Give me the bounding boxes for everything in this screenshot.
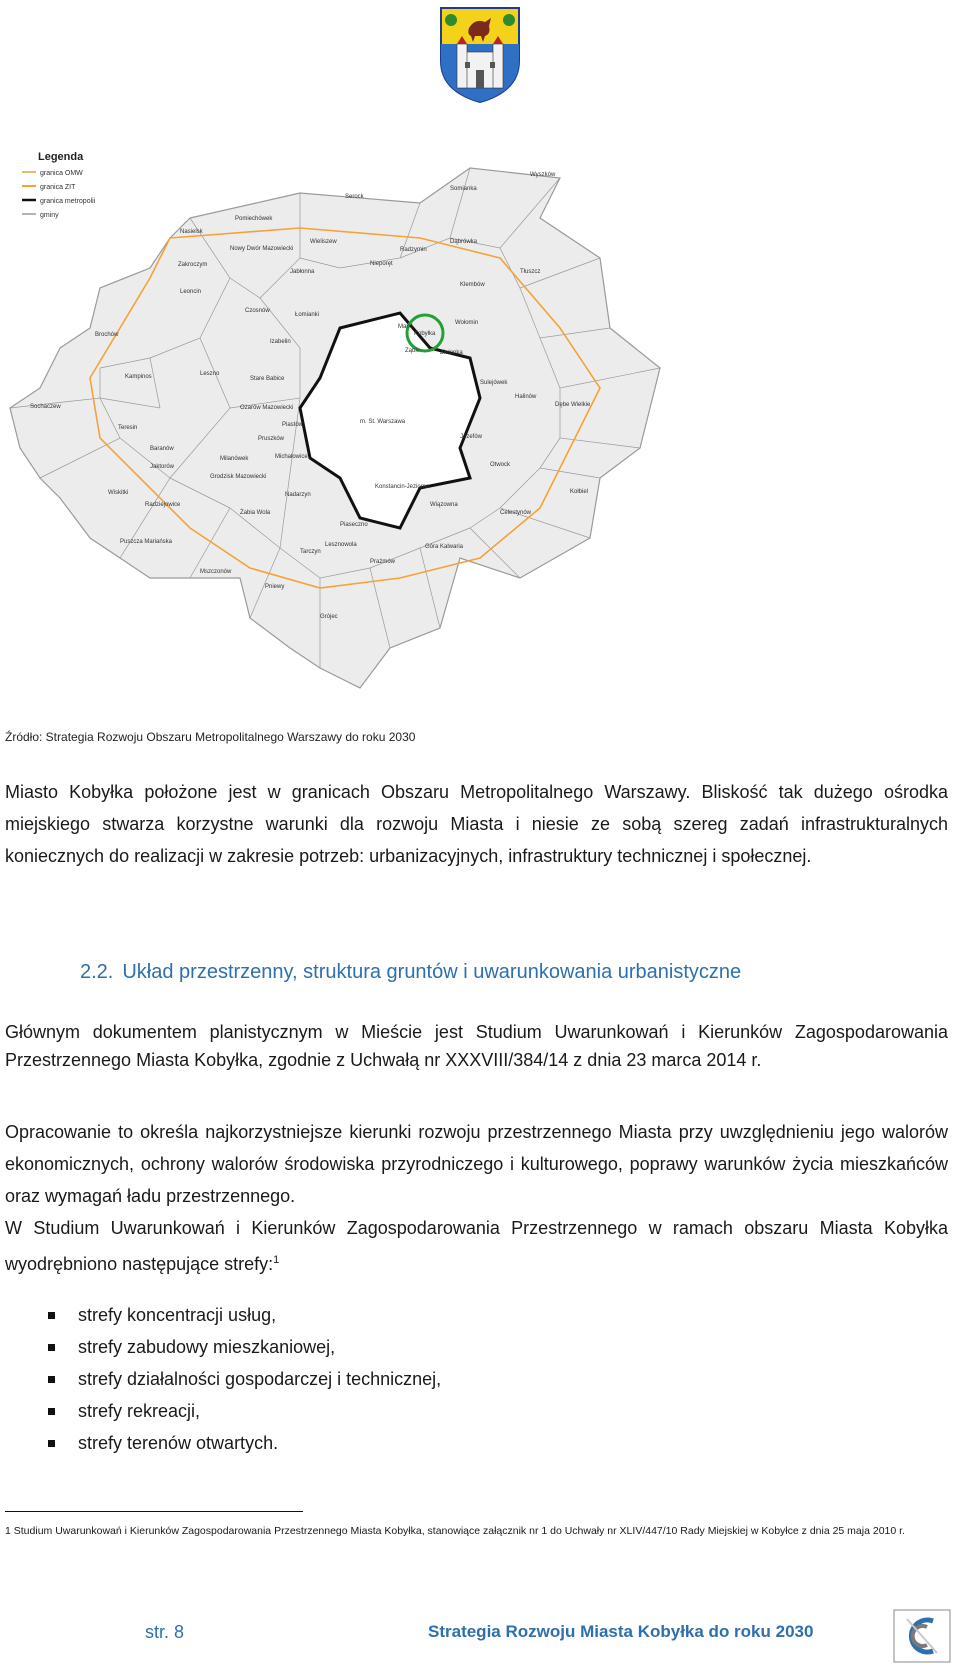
legend-item: gminy [40, 212, 59, 219]
municipality-label: Wiskitki [108, 490, 129, 496]
municipality-label: Piastów [282, 422, 304, 428]
municipality-label: Baranów [150, 446, 174, 452]
municipality-label: Radziejowice [145, 502, 181, 508]
section-title: Układ przestrzenny, struktura gruntów i uwarunkowania urbanistyczne [122, 961, 742, 983]
bullet-icon [48, 1376, 55, 1383]
municipality-label: Otwock [490, 462, 511, 468]
municipality-label: Wieliszew [310, 239, 337, 245]
municipality-label: Żabia Wola [240, 510, 271, 516]
warsaw-label: m. St. Warszawa [360, 419, 406, 425]
municipality-label: Tłuszcz [520, 269, 541, 275]
paragraph-purpose: Opracowanie to określa najkorzystniejsze kierunki rozwoju przestrzennego Miasta przy uwzględnieniu jego walorów ekonomicznych, ochrony walorów środowiska przyrodniczego i kulturowego, poprawy warunków życia mieszkańców oraz wymagań ładu przestrzennego. [5, 1122, 948, 1206]
municipality-label: Grójec [320, 614, 338, 620]
municipality-label: Nasielsk [180, 229, 203, 235]
list-item: strefy rekreacji, [48, 1395, 441, 1427]
footnote-text: 1 Studium Uwarunkowań i Kierunków Zagospodarowania Przestrzennego Miasta Kobyłka, stanowiące załącznik nr 1 do Uchwały nr XLIV/447/10 Rady Miejskiej w Kobyłce z dnia 25 maja 2010 r. [5, 1525, 905, 1537]
municipality-label: Kampinos [125, 374, 152, 380]
footnote-separator [5, 1511, 303, 1512]
list-item: strefy zabudowy mieszkaniowej, [48, 1331, 441, 1363]
bullet-icon [48, 1440, 55, 1447]
bullet-icon [48, 1408, 55, 1415]
zones-list [48, 1299, 441, 1459]
municipality-label: Radzymin [400, 247, 427, 253]
paragraph-study: Głównym dokumentem planistycznym w Mieście jest Studium Uwarunkowań i Kierunków Zagospodarowania Przestrzennego Miasta Kobyłka, zgodnie z Uchwałą nr XXXVIII/384/14 z dnia 23 marca 2014 r. [5, 1022, 948, 1070]
municipality-label: Teresin [118, 425, 138, 431]
municipality-label: Łomianki [295, 312, 320, 318]
logo-icon [893, 1609, 951, 1663]
paragraph-intro: Miasto Kobyłka położone jest w granicach Obszaru Metropolitalnego Warszawy. Bliskość tak dużego ośrodka miejskiego stwarza korzystne warunki dla rozwoju Miasta i niesie ze sobą szereg zadań infrastrukturalnych koniecznych do realizacji w zakresie potrzeb: urbanizacyjnych, infrastruktury technicznej i społecznej. [5, 782, 948, 866]
municipality-label: Pniewy [265, 584, 285, 590]
municipality-label: Ząbki [405, 348, 420, 354]
map-source-caption: Źródło: Strategia Rozwoju Obszaru Metropolitalnego Warszawy do roku 2030 [5, 730, 416, 744]
kobylka-label: Kobyłka [414, 331, 436, 337]
municipality-label: Sulejówek [480, 380, 508, 386]
footnote-reference[interactable]: 1 [273, 1254, 280, 1266]
municipality-label: Kołbiel [570, 489, 589, 495]
municipality-label: Ożarów Mazowiecki [240, 405, 294, 411]
municipality-label: Prażmów [370, 559, 396, 565]
municipality-label: Celestynów [500, 510, 532, 516]
municipality-label: Wyszków [530, 172, 556, 178]
metropolitan-area-map [0, 148, 960, 708]
legend-item: granica ZIT [40, 184, 76, 191]
municipality-label: Brochów [95, 332, 119, 338]
municipality-label: Zielonka [440, 350, 463, 356]
municipality-label: Jaktorów [150, 464, 175, 470]
document-title-footer: Strategia Rozwoju Miasta Kobyłka do roku 2030 [428, 1622, 814, 1641]
municipality-label: Mszczonów [200, 569, 232, 575]
page-number: str. 8 [145, 1622, 185, 1642]
municipality-label: Grodzisk Mazowiecki [210, 474, 267, 480]
municipality-label: Wołomin [455, 320, 479, 326]
municipality-label: Wiązowna [430, 502, 458, 508]
municipality-label: Serock [345, 194, 364, 200]
map-legend [22, 151, 96, 219]
section-heading [80, 961, 741, 984]
municipality-label: Leoncin [180, 289, 202, 295]
legend-title: Legenda [38, 151, 84, 163]
municipality-label: Sochaczew [30, 404, 61, 410]
municipality-label: Michałowice [275, 454, 308, 460]
municipality-label: Milanówek [220, 456, 249, 462]
municipality-label: Klembów [460, 282, 485, 288]
municipality-label: Leszno [200, 371, 220, 377]
zones-intro-text: W Studium Uwarunkowań i Kierunków Zagospodarowania Przestrzennego w ramach obszaru Miasta Kobyłka wyodrębniono następujące strefy: [5, 1218, 948, 1274]
bullet-icon [48, 1312, 55, 1319]
municipality-label: Józefów [460, 434, 483, 440]
municipality-label: Nowy Dwór Mazowiecki [230, 246, 294, 252]
section-number: 2.2. [80, 961, 114, 983]
municipality-label: Dębe Wielkie [555, 402, 591, 408]
municipality-label: Pomiechówek [235, 216, 273, 222]
municipality-label: Góra Kalwaria [425, 544, 464, 550]
municipality-label: Pruszków [258, 436, 285, 442]
paragraph-zones-intro [5, 1212, 948, 1280]
municipality-label: Izabelin [270, 339, 291, 345]
coat-of-arms-icon [439, 6, 521, 104]
municipality-label: Puszcza Mariańska [120, 539, 173, 545]
municipality-label: Nadarzyn [285, 492, 311, 498]
legend-item: granica metropolii [40, 198, 96, 205]
municipality-label: Tarczyn [300, 549, 321, 555]
municipality-label: Piaseczno [340, 522, 368, 528]
list-item: strefy koncentracji usług, [48, 1299, 441, 1331]
municipality-label: Czosnów [245, 308, 270, 314]
list-item: strefy działalności gospodarczej i technicznej, [48, 1363, 441, 1395]
municipality-label: Dąbrówka [450, 239, 478, 245]
municipality-label: Zakroczym [178, 262, 208, 268]
municipality-label: Jabłonna [290, 269, 315, 275]
municipality-label: Stare Babice [250, 376, 285, 382]
municipality-label: Lesznowola [325, 542, 357, 548]
municipality-label: Nieporęt [370, 261, 393, 267]
municipality-label: Konstancin-Jeziorna [375, 484, 430, 490]
municipality-label: Marki [398, 324, 413, 330]
bullet-icon [48, 1344, 55, 1351]
legend-item: granica OMW [40, 170, 83, 177]
municipality-label: Somianka [450, 186, 477, 192]
municipality-label: Halinów [515, 394, 537, 400]
list-item: strefy terenów otwartych. [48, 1427, 441, 1459]
